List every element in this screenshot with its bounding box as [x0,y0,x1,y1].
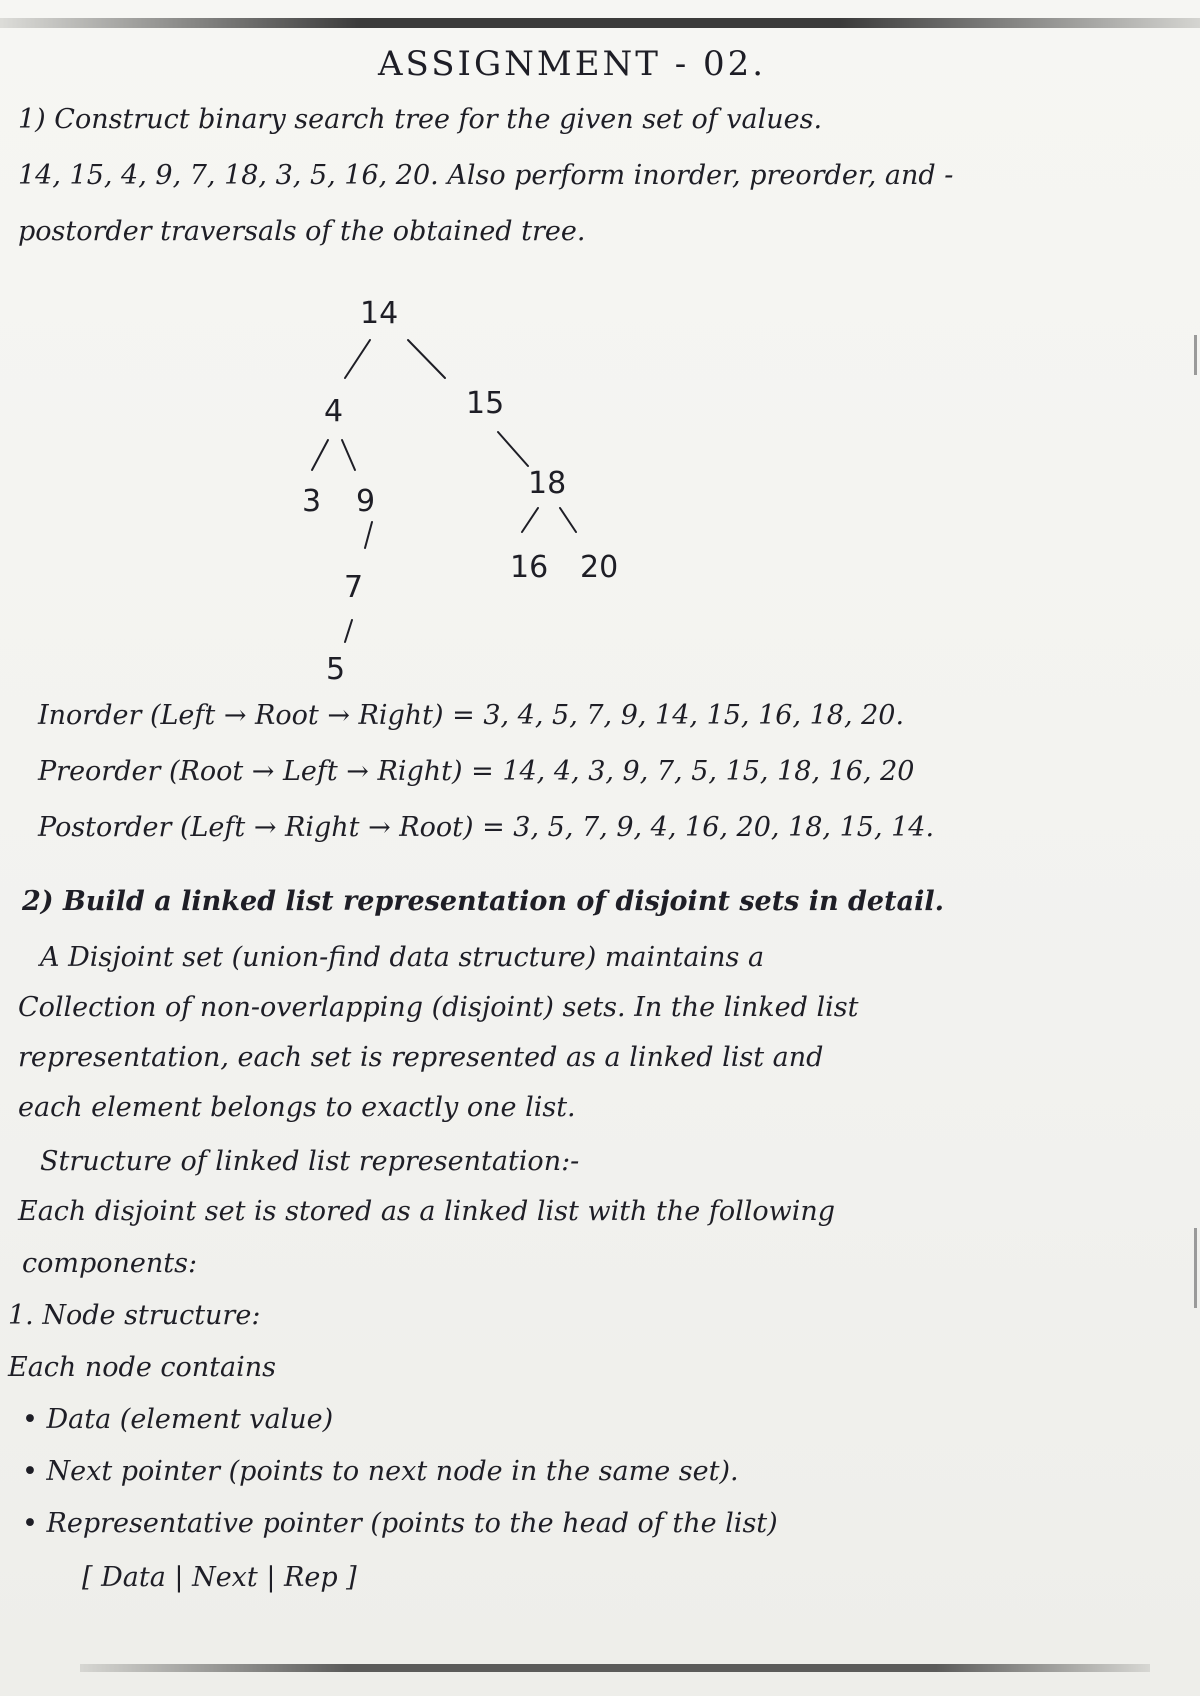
tree-node-5: 5 [326,652,346,687]
question-2-heading: 2) Build a linked list representation of disjoint sets in detail. [22,886,944,917]
edge-14-4 [345,340,370,378]
bst-edges [0,0,1200,700]
node-layout-box: [ Data | Next | Rep ] [82,1562,357,1593]
tree-node-7: 7 [344,570,364,605]
bullet-next-pointer: • Next pointer (points to next node in the same set). [22,1456,739,1487]
tree-node-3: 3 [302,484,322,519]
edge-14-15 [408,340,445,378]
bullet-representative-pointer: • Representative pointer (points to the head of the list) [22,1508,778,1539]
answer-2-line-2: Collection of non-overlapping (disjoint) sets. In the linked list [18,992,859,1023]
node-structure-heading: 1. Node structure: [8,1300,261,1331]
question-1-line-3: postorder traversals of the obtained tree. [18,216,586,247]
page-bottom-edge [80,1664,1150,1672]
tree-node-18: 18 [528,466,567,501]
structure-heading: Structure of linked list representation:- [40,1146,580,1177]
node-contains-line: Each node contains [8,1352,276,1383]
tree-node-9: 9 [356,484,376,519]
tree-node-15: 15 [466,386,505,421]
edge-4-9 [342,440,355,470]
edge-18-20 [560,508,576,532]
structure-line-1: Each disjoint set is stored as a linked list with the following [18,1196,836,1227]
question-1-line-2: 14, 15, 4, 9, 7, 18, 3, 5, 16, 20. Also perform inorder, preorder, and - [18,160,954,191]
bullet-data: • Data (element value) [22,1404,334,1435]
tree-node-14: 14 [360,296,399,331]
answer-2-line-3: representation, each set is represented as a linked list and [18,1042,824,1073]
edge-15-18 [498,432,528,466]
inorder-traversal: Inorder (Left → Root → Right) = 3, 4, 5, 7, 9, 14, 15, 16, 18, 20. [38,700,905,731]
tree-node-16: 16 [510,550,549,585]
edge-18-16 [522,508,538,532]
edge-9-7 [365,522,372,548]
structure-line-2: components: [22,1248,198,1279]
tree-node-4: 4 [324,394,344,429]
postorder-traversal: Postorder (Left → Right → Root) = 3, 5, 7, 9, 4, 16, 20, 18, 15, 14. [38,812,935,843]
answer-2-line-1: A Disjoint set (union-find data structure) maintains a [40,942,765,973]
page-edge-mark [1194,1228,1197,1308]
edge-7-5 [345,620,352,642]
question-1-line-1: 1) Construct binary search tree for the given set of values. [18,104,823,135]
assignment-title: ASSIGNMENT - 02. [378,44,767,84]
tree-node-20: 20 [580,550,619,585]
edge-4-3 [312,440,328,470]
preorder-traversal: Preorder (Root → Left → Right) = 14, 4, 3, 9, 7, 5, 15, 18, 16, 20 [38,756,915,787]
answer-2-line-4: each element belongs to exactly one list. [18,1092,576,1123]
